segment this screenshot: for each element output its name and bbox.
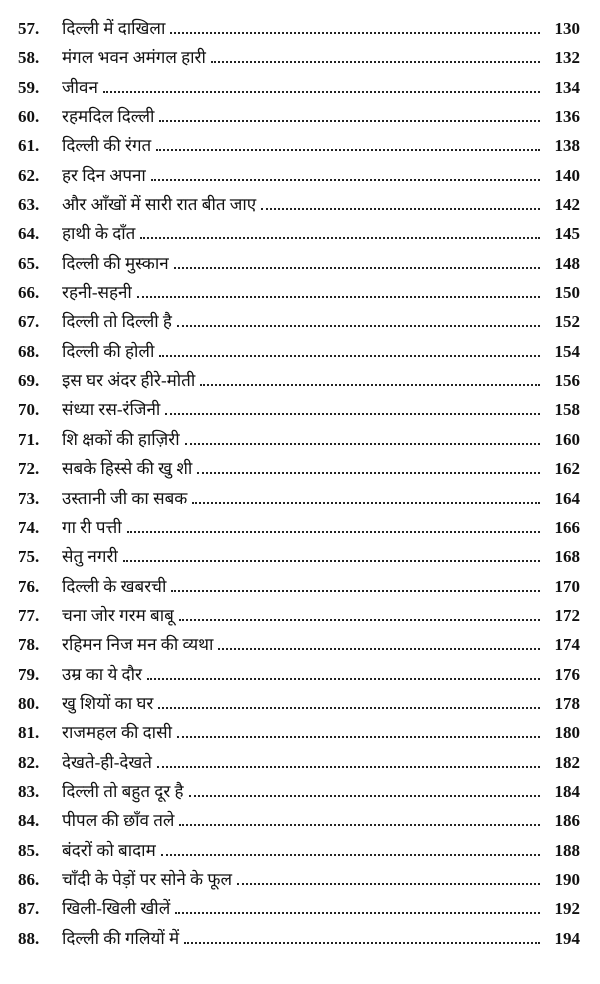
toc-entry	[18, 662, 580, 691]
toc-entry	[18, 779, 580, 808]
toc-entry	[18, 397, 580, 426]
chapter-number: 87.	[18, 899, 40, 919]
chapter-number: 79.	[18, 664, 40, 684]
page-number: 158	[554, 400, 580, 420]
chapter-title: रहिमन निज मन की व्यथा	[62, 635, 214, 655]
dot-leader	[184, 941, 540, 944]
chapter-title: बंदरों को बादाम	[62, 840, 156, 860]
chapter-number: 65.	[18, 253, 40, 273]
toc-entry	[18, 808, 580, 837]
toc-entry	[18, 309, 580, 338]
chapter-number: 75.	[18, 547, 40, 567]
chapter-title: शि क्षकों की हाज़िरी	[62, 429, 180, 449]
chapter-number: 68.	[18, 341, 40, 361]
toc-entry	[18, 574, 580, 603]
dot-leader	[175, 911, 540, 914]
dot-leader	[197, 471, 540, 474]
dot-leader	[192, 501, 540, 504]
dot-leader	[170, 31, 540, 34]
dot-leader	[200, 383, 540, 386]
chapter-number: 70.	[18, 400, 40, 420]
dot-leader	[158, 706, 540, 709]
chapter-title: सेतु नगरी	[62, 547, 118, 567]
toc-entry	[18, 750, 580, 779]
page-number: 154	[554, 341, 580, 361]
chapter-title: रहनी-सहनी	[62, 283, 132, 303]
page-number: 130	[554, 19, 580, 38]
dot-leader	[179, 823, 540, 826]
chapter-title: राजमहल की दासी	[62, 723, 172, 743]
chapter-number: 82.	[18, 752, 40, 772]
dot-leader	[103, 90, 540, 93]
chapter-title: दिल्ली तो दिल्ली है	[62, 312, 172, 332]
chapter-title: संध्या रस-रंजिनी	[62, 400, 161, 420]
chapter-title: इस घर अंदर हीरे-मोती	[62, 371, 196, 391]
dot-leader	[179, 618, 540, 621]
chapter-number: 84.	[18, 811, 40, 831]
chapter-number: 86.	[18, 869, 40, 889]
chapter-number: 88.	[18, 928, 40, 948]
chapter-number: 61.	[18, 136, 40, 156]
page-number: 164	[554, 488, 580, 508]
page-number: 180	[554, 723, 580, 743]
chapter-number: 83.	[18, 781, 40, 801]
dot-leader	[174, 266, 540, 269]
page-number: 176	[554, 664, 580, 684]
chapter-title: देखते-ही-देखते	[62, 752, 152, 772]
chapter-title: पीपल की छाँव तले	[62, 811, 175, 831]
dot-leader	[211, 60, 540, 63]
toc-entry	[18, 544, 580, 573]
chapter-number: 85.	[18, 840, 40, 860]
toc-entry	[18, 133, 580, 162]
dot-leader	[127, 530, 540, 533]
page-number: 162	[554, 459, 580, 479]
page-number: 190	[554, 869, 580, 889]
chapter-title: रहमदिल दिल्ली	[62, 107, 155, 127]
chapter-number: 74.	[18, 517, 40, 537]
page-number: 166	[554, 517, 580, 537]
chapter-number: 64.	[18, 224, 40, 244]
page-number: 178	[554, 693, 580, 713]
chapter-title: उस्तानी जी का सबक	[62, 488, 188, 508]
chapter-number: 60.	[18, 107, 40, 127]
page-number: 142	[554, 195, 580, 215]
chapter-title: मंगल भवन अमंगल हारी	[62, 48, 206, 68]
page-number: 188	[554, 840, 580, 860]
dot-leader	[177, 324, 540, 327]
chapter-number: 81.	[18, 723, 40, 743]
dot-leader	[151, 178, 540, 181]
chapter-title: खिली-खिली खीलें	[62, 899, 171, 919]
dot-leader	[237, 882, 540, 885]
dot-leader	[156, 148, 540, 151]
chapter-title: दिल्ली की होली	[62, 341, 155, 361]
toc-entry	[18, 339, 580, 368]
toc-entry	[18, 104, 580, 133]
page-number: 184	[554, 781, 580, 801]
dot-leader	[218, 647, 540, 650]
page-number: 186	[554, 811, 580, 831]
toc-entry	[18, 603, 580, 632]
dot-leader	[161, 853, 540, 856]
chapter-title: जीवन	[62, 77, 98, 97]
chapter-number: 69.	[18, 371, 40, 391]
chapter-title: दिल्ली की गलियों में	[62, 928, 180, 948]
toc-entry	[18, 486, 580, 515]
table-of-contents	[18, 16, 580, 955]
chapter-number: 72.	[18, 459, 40, 479]
chapter-title: हर दिन अपना	[62, 165, 146, 185]
dot-leader	[147, 677, 540, 680]
page-number: 148	[554, 253, 580, 273]
chapter-number: 62.	[18, 165, 40, 185]
toc-entry	[18, 867, 580, 896]
dot-leader	[140, 236, 540, 239]
chapter-title: दिल्ली की रंगत	[62, 136, 152, 156]
page-number: 140	[554, 165, 580, 185]
dot-leader	[123, 559, 540, 562]
chapter-title: सबके हिस्से की खु शी	[62, 459, 193, 479]
toc-entry	[18, 838, 580, 867]
toc-entry	[18, 251, 580, 280]
dot-leader	[159, 354, 540, 357]
page-number: 168	[554, 547, 580, 567]
page-number: 152	[554, 312, 580, 332]
toc-entry	[18, 896, 580, 925]
chapter-number: 67.	[18, 312, 40, 332]
page-number: 145	[554, 224, 580, 244]
toc-entry	[18, 45, 580, 74]
toc-entry	[18, 456, 580, 485]
toc-entry	[18, 427, 580, 456]
dot-leader	[157, 765, 540, 768]
toc-entry	[18, 368, 580, 397]
toc-entry	[18, 192, 580, 221]
chapter-title: दिल्ली की मुस्कान	[62, 253, 169, 273]
chapter-title: उम्र का ये दौर	[62, 664, 142, 684]
chapter-number: 71.	[18, 429, 40, 449]
chapter-title: गा री पत्ती	[62, 517, 122, 537]
chapter-title: दिल्ली तो बहुत दूर है	[62, 781, 184, 801]
page-number: 174	[554, 635, 580, 655]
dot-leader	[261, 207, 540, 210]
toc-entry	[18, 691, 580, 720]
dot-leader	[137, 295, 540, 298]
toc-entry	[18, 163, 580, 192]
toc-entry	[18, 720, 580, 749]
chapter-number: 66.	[18, 283, 40, 303]
page-number: 182	[554, 752, 580, 772]
page-number: 170	[554, 576, 580, 596]
toc-entry	[18, 16, 580, 45]
toc-entry	[18, 280, 580, 309]
page-number: 194	[554, 928, 580, 948]
chapter-number: 63.	[18, 195, 40, 215]
chapter-title: चाँदी के पेड़ों पर सोने के फूल	[62, 869, 232, 889]
dot-leader	[171, 589, 540, 592]
chapter-number: 57.	[18, 19, 40, 38]
toc-entry	[18, 75, 580, 104]
page-number: 150	[554, 283, 580, 303]
dot-leader	[177, 735, 540, 738]
page-number: 136	[554, 107, 580, 127]
page-number: 156	[554, 371, 580, 391]
chapter-number: 78.	[18, 635, 40, 655]
chapter-title: दिल्ली में दाखिला	[62, 19, 166, 38]
chapter-number: 77.	[18, 605, 40, 625]
chapter-title: और आँखों में सारी रात बीत जाए	[62, 195, 257, 215]
toc-entry	[18, 515, 580, 544]
chapter-number: 73.	[18, 488, 40, 508]
toc-entry	[18, 632, 580, 661]
chapter-title: दिल्ली के खबरची	[62, 576, 167, 596]
chapter-title: चना जोर गरम बाबू	[62, 605, 174, 625]
dot-leader	[185, 442, 540, 445]
toc-entry	[18, 221, 580, 250]
chapter-title: खु शियों का घर	[62, 693, 154, 713]
chapter-number: 80.	[18, 693, 40, 713]
dot-leader	[165, 412, 540, 415]
dot-leader	[159, 119, 540, 122]
page-number: 192	[554, 899, 580, 919]
chapter-number: 76.	[18, 576, 40, 596]
page-number: 134	[554, 77, 580, 97]
page-number: 138	[554, 136, 580, 156]
page-number: 132	[554, 48, 580, 68]
chapter-number: 59.	[18, 77, 40, 97]
toc-entry	[18, 926, 580, 955]
chapter-number: 58.	[18, 48, 40, 68]
page-number: 172	[554, 605, 580, 625]
dot-leader	[189, 794, 540, 797]
chapter-title: हाथी के दाँत	[62, 224, 136, 244]
page-number: 160	[554, 429, 580, 449]
